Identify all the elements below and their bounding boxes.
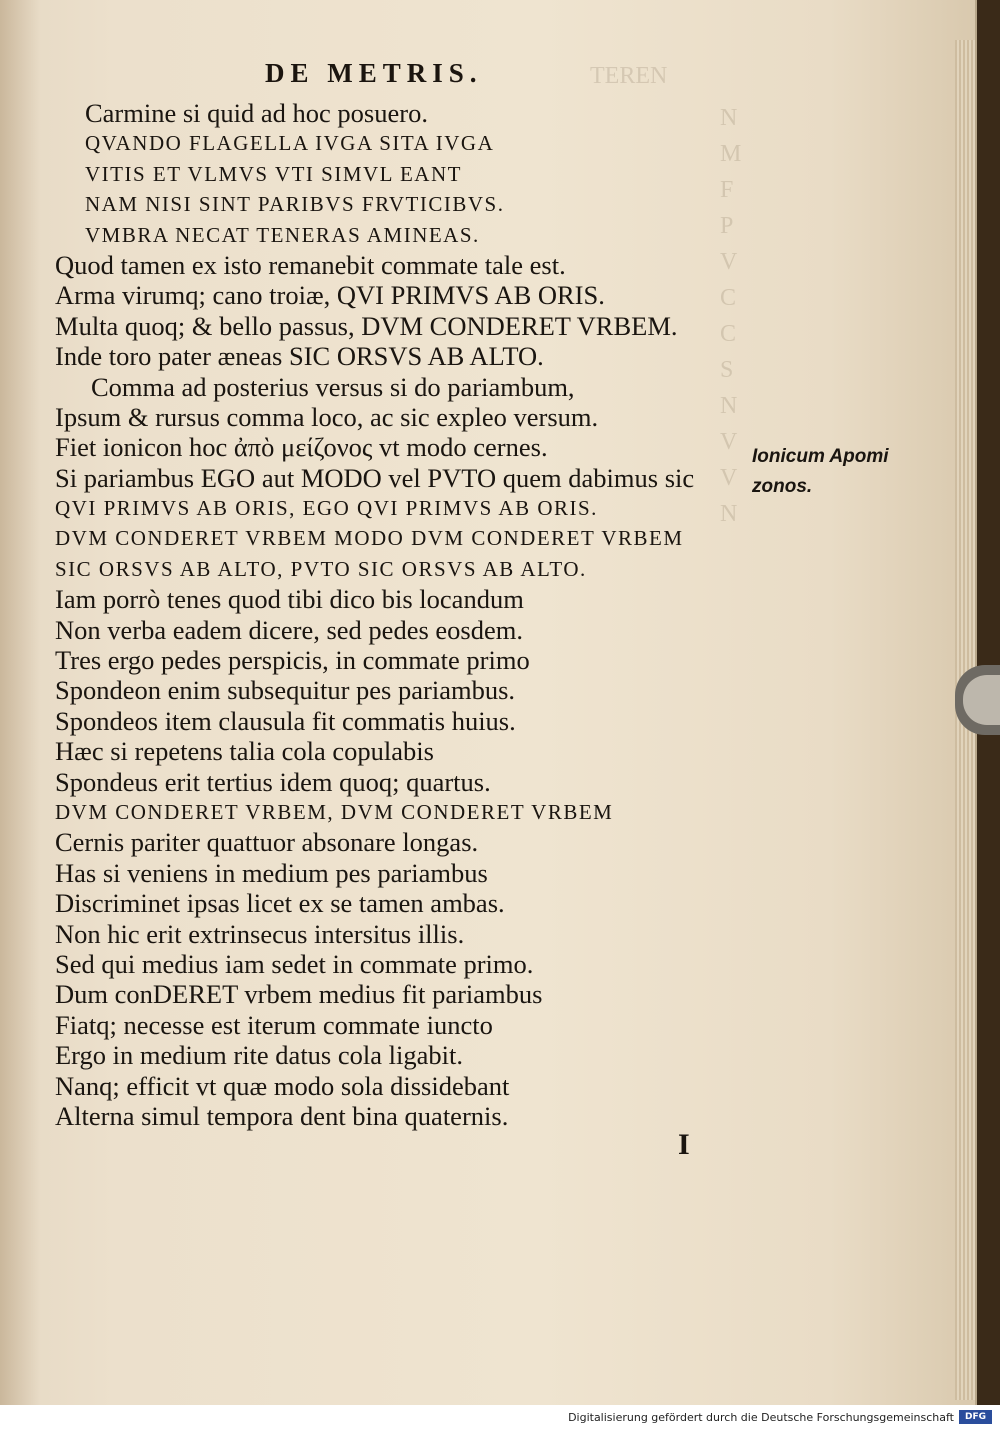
verse-line: Multa quoq; & bello passus, DVM CONDERET VRBEM.	[55, 310, 678, 341]
verse-line: Fiet ionicon hoc ἀπὸ μείζονος vt modo cernes.	[55, 432, 548, 463]
verse-line: Nanq; efficit vt quæ modo sola dissidebant	[55, 1070, 510, 1101]
verse-line: Comma ad posterius versus si do pariambum,	[91, 371, 575, 402]
verse-line: Cernis pariter quattuor absonare longas.	[55, 827, 479, 858]
verse-line: Spondeus erit tertius idem quoq; quartus.	[55, 766, 491, 797]
verse-line: Non verba eadem dicere, sed pedes eosdem.	[55, 614, 523, 645]
verse-line: DVM CONDERET VRBEM, DVM CONDERET VRBEM	[55, 799, 614, 824]
verse-line: Ergo in medium rite datus cola ligabit.	[55, 1040, 463, 1071]
verse-line: Tres ergo pedes perspicis, in commate primo	[55, 645, 530, 676]
verse-line: NAM NISI SINT PARIBVS FRVTICIBVS.	[85, 192, 505, 217]
verse-line: VITIS ET VLMVS VTI SIMVL EANT	[85, 161, 462, 186]
verse-line: Alterna simul tempora dent bina quaternis.	[55, 1100, 509, 1131]
signature-mark: I	[678, 1128, 690, 1161]
marginal-note-line: zonos.	[752, 476, 813, 497]
verse-line: QVANDO FLAGELLA IVGA SITA IVGA	[85, 131, 495, 156]
verse-line: Quod tamen ex isto remanebit commate tale est.	[55, 249, 566, 280]
funding-credit: Digitalisierung gefördert durch die Deutsche Forschungsgemeinschaft	[568, 1411, 954, 1424]
verse-line: Hæc si repetens talia cola copulabis	[55, 736, 434, 767]
verse-line: Dum conDERET vrbem medius fit pariambus	[55, 979, 543, 1010]
bleed-through-text: N M F P V C C S N V V N	[720, 105, 742, 527]
verse-line: Iam porrò tenes quod tibi dico bis locandum	[55, 584, 524, 615]
verse-line: Sed qui medius iam sedet in commate primo.	[55, 948, 534, 979]
verse-line: Ipsum & rursus comma loco, ac sic expleo versum.	[55, 401, 599, 432]
verse-text-block	[55, 98, 755, 1131]
running-header: DE METRIS.	[265, 58, 483, 88]
dfg-logo: DFG	[959, 1410, 992, 1424]
footer-bar	[0, 1405, 1000, 1430]
verse-line: Non hic erit extrinsecus intersitus illis.	[55, 918, 465, 949]
verse-line: Has si veniens in medium pes pariambus	[55, 857, 488, 888]
verse-line: SIC ORSVS AB ALTO, PVTO SIC ORSVS AB ALTO.	[55, 556, 587, 581]
marginal-note	[752, 442, 889, 502]
verse-line: Si pariambus EGO aut MODO vel PVTO quem dabimus sic	[55, 462, 695, 493]
bleed-through-text: TEREN	[590, 63, 668, 89]
verse-line: QVI PRIMVS AB ORIS, EGO QVI PRIMVS AB ORIS.	[55, 496, 598, 521]
verse-line: Carmine si quid ad hoc posuero.	[85, 98, 428, 128]
verse-line: Spondeon enim subsequitur pes pariambus.	[55, 675, 516, 706]
verse-line: Discriminet ipsas licet ex se tamen ambas.	[55, 888, 505, 919]
verse-line: VMBRA NECAT TENERAS AMINEAS.	[85, 222, 480, 247]
verse-line: Inde toro pater æneas SIC ORSVS AB ALTO.	[55, 341, 544, 372]
verse-line: DVM CONDERET VRBEM MODO DVM CONDERET VRBEM	[55, 526, 684, 551]
verse-line: Arma virumq; cano troiæ, QVI PRIMVS AB ORIS.	[55, 280, 605, 311]
verse-line: Fiatq; necesse est iterum commate iuncto	[55, 1009, 493, 1040]
marginal-note-line: Ionicum Apomi	[752, 446, 889, 467]
verse-line: Spondeos item clausula fit commatis huius.	[55, 705, 516, 736]
